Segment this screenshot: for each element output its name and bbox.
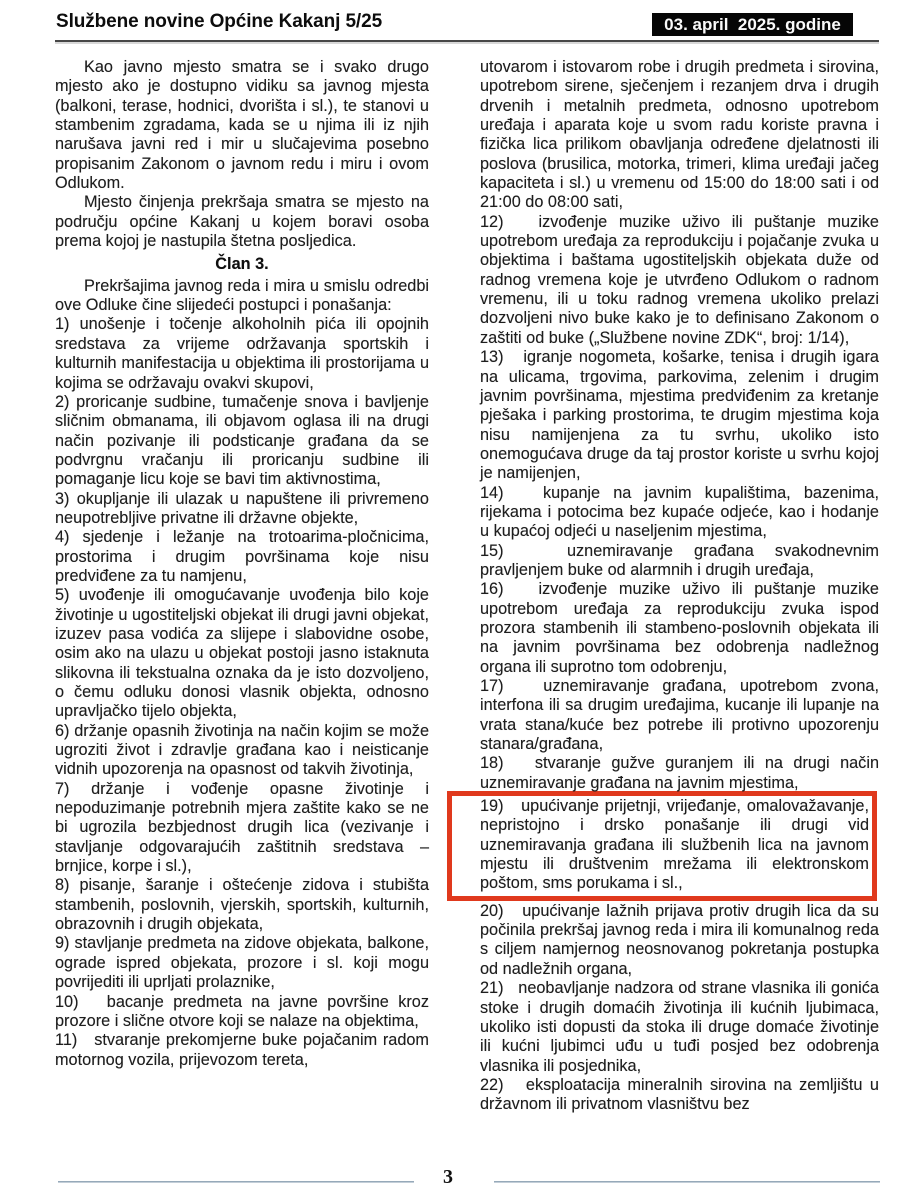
right-column <box>480 58 879 1160</box>
paragraph: Kao javno mjesto smatra se i svako drugo mjesto ako je dostupno vidiku sa javnog mjesta (balkoni, terase, hodnici, dvorišta i sl.), te stanovi u stambenim zgradama, kada se u njima ili iz njih narušava javni red i mir u slučajevima posebno propisanim Zakonom o javnom redu i miru i ovom Odlukom. <box>55 58 429 193</box>
paragraph: 7) držanje i vođenje opasne životinje i nepoduzimanje potrebnih mjera zaštite kako se ne bi ugrozila bezbjednost drugih lica (vezivanje i stavljanje odgovarajućih zaštitnih sredstava – brnjice, korpe i sl.), <box>55 779 429 876</box>
footer-divider-right <box>494 1181 880 1183</box>
date-badge: 03. april 2025. godine <box>652 13 853 36</box>
page-number: 3 <box>443 1166 453 1188</box>
header-divider <box>55 40 879 42</box>
paragraph: utovarom i istovarom robe i drugih predmeta i sirovina, upotrebom sirene, sječenjem i rezanjem drva i drugih drvenih i metalnih predmeta, odnosno upotrebom uređaja i aparata koje u svom radu koriste pravna i fizička lica prilikom obavljanja određene djelatnosti ili poslova (brusilica, motorka, trimeri, klima uređaji jačeg kapaciteta i sl.) u vremenu od 15:00 do 18:00 sati i od 21:00 do 08:00 sati, <box>480 58 879 212</box>
paragraph: 3) okupljanje ili ulazak u napuštene ili privremeno neupotrebljive privatne ili državne objekte, <box>55 489 429 527</box>
paragraph: 16) izvođenje muzike uživo ili puštanje muzike upotrebom uređaja za reprodukciju zvuka ispod prozora stambenih ili stambeno-poslovnih objekata ili na javnim površinama bez odobrenja nadležnog organa ili suprotno tom odobrenju, <box>480 580 879 676</box>
paragraph: 19) upućivanje prijetnji, vrijeđanje, omalovažavanje, nepristojno i drsko ponašanje ili drugi vid uznemiravanja građana ili službenih lica na javnom mjestu ili društvenim mrežama ili elektronskom poštom, sms porukama i sl., <box>480 797 869 893</box>
paragraph: 12) izvođenje muzike uživo ili puštanje muzike upotrebom uređaja za reprodukciju i pojačanje zvuka u objektima i baštama ugostiteljskih objekata duže od radnog vremena koje je utvrđeno Odlukom o radnom vremenu, ili u toku radnog vremena ukoliko prelazi dozvoljeni nivo buke kako je to definisano Zakonom o zaštiti od buke („Službene novine ZDK“, broj: 1/14), <box>480 212 879 347</box>
paragraph: 21) neobavljanje nadzora od strane vlasnika ili gonića stoke i drugih domaćih životinja ili kućnih ljubimaca, ukoliko isti dopusti da stoka ili druge domaće životinje ili kućni ljubimci uđu u tuđi posjed bez odobrenja vlasnika ili posjednika, <box>480 979 879 1075</box>
paragraph: Prekršajima javnog reda i mira u smislu odredbi ove Odluke čine slijedeći postupci i ponašanja: <box>55 276 429 315</box>
document-body <box>55 58 879 1160</box>
paragraph: 13) igranje nogometa, košarke, tenisa i drugih igara na ulicama, trgovima, parkovima, zelenim i drugim javnim površinama, mjestima predviđenim za kretanje pješaka i parking prostorima, te drugim mjestima koja nisu namijenjena za tu svrhu, ukoliko isto onemogućava druge da taj prostor koriste u svrhu kojoj je namijenjen, <box>480 348 879 483</box>
paragraph: 5) uvođenje ili omogućavanje uvođenja bilo koje životinje u ugostiteljski objekat ili drugi javni objekat, izuzev pasa vodića za slijepe i slabovidne osobe, osim ako na ulazu u objekat postoji jasno istaknuta slikovna ili tekstualna oznaka da je isto dozvoljeno, o čemu odluku donosi vlasnik objekta, odnosno upravljačko tijelo objekta, <box>55 586 429 721</box>
paragraph: 4) sjedenje i ležanje na trotoarima-pločnicima, prostorima i drugim površinama koje nisu predviđene za tu namjenu, <box>55 528 429 585</box>
paragraph: 20) upućivanje lažnih prijava protiv drugih lica da su počinila prekršaj javnog reda i mira ili komunalnog reda s ciljem namjernog neosnovanog pokretanja postupka od nadležnih organa, <box>480 901 879 978</box>
article-heading: Član 3. <box>215 255 269 274</box>
paragraph: 18) stvaranje gužve guranjem ili na drugi način uznemiravanje građana na javnim mjestima, <box>480 754 879 792</box>
paragraph: 14) kupanje na javnim kupalištima, bazenima, rijekama i potocima bez kupaće odjeće, kao i hodanje u kupaćoj odjeći u naseljenim mjestima, <box>480 483 879 541</box>
paragraph: 11) stvaranje prekomjerne buke pojačanim radom motornog vozila, prijevozom tereta, <box>55 1031 429 1069</box>
paragraph: 6) držanje opasnih životinja na način kojim se može ugroziti život i zdravlje građana kao i neisticanje vidnih upozorenja na opasnost od takvih životinja, <box>55 721 429 779</box>
footer-divider-left <box>58 1181 414 1183</box>
page-title: Službene novine Općine Kakanj 5/25 <box>56 11 383 32</box>
paragraph: 15) uznemiravanje građana svakodnevnim pravljenjem buke od alarmnih i drugih uređaja, <box>480 541 879 579</box>
paragraph: 1) unošenje i točenje alkoholnih pića ili opojnih sredstava za vrijeme održavanja sportskih i kulturnih manifestacija u objektima ili prostorijama u kojima se održavaju ovakvi skupovi, <box>55 315 429 392</box>
highlight-box <box>447 791 877 901</box>
paragraph: 8) pisanje, šaranje i oštećenje zidova i stubišta stambenih, poslovnih, vjerskih, sportskih, kulturnih, obrazovnih i drugih objekata, <box>55 876 429 934</box>
paragraph: Mjesto činjenja prekršaja smatra se mjesto na području općine Kakanj u kojem boravi osoba prema kojoj je nastupila štetna posljedica. <box>55 193 429 251</box>
left-column <box>55 58 429 1160</box>
paragraph: 10) bacanje predmeta na javne površine kroz prozore i slične otvore koji se nalaze na objektima, <box>55 992 429 1030</box>
paragraph: 2) proricanje sudbine, tumačenje snova i bavljenje sličnim obmanama, ili objavom oglasa ili na drugi način pozivanje ili podsticanje građana da se podvrgnu vračanju ili proricanju sudbine ili pomaganje licu koje se bavi tim aktivnostima, <box>55 392 429 489</box>
paragraph: 22) eksploatacija mineralnih sirovina na zemljištu u državnom ili privatnom vlasništvu bez <box>480 1075 879 1114</box>
paragraph: 9) stavljanje predmeta na zidove objekata, balkone, ograde ispred objekata, prozore i sl. koji mogu povrijediti ili uprljati prolaznike, <box>55 934 429 992</box>
paragraph: 17) uznemiravanje građana, upotrebom zvona, interfona ili sa drugim uređajima, kucanje ili lupanje na vrata stana/kuće bez potrebe ili protivno upozorenju stanara/građana, <box>480 677 879 754</box>
